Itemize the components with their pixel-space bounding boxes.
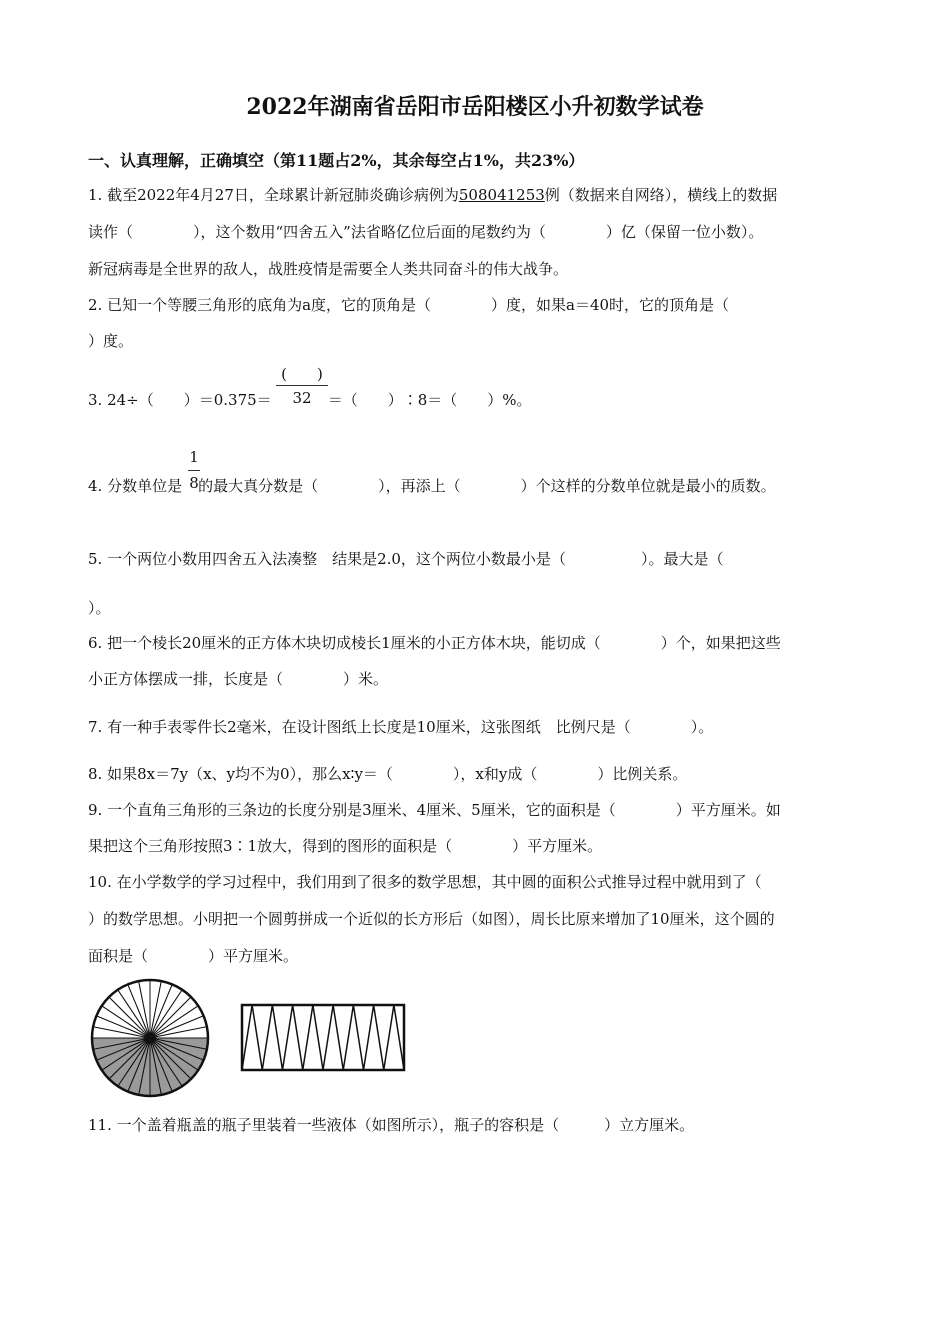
question-1-line-3: 新冠病毒是全世界的敌人，战胜疫情是需要全人类共同奋斗的伟大战争。 — [88, 260, 569, 278]
q4-fraction-numerator: 1 — [189, 448, 199, 466]
question-2-line-2: ）度。 — [88, 332, 134, 350]
page-title: 2022年湖南省岳阳市岳阳楼区小升初数学试卷 — [246, 94, 704, 120]
q4-fraction-bar — [188, 470, 200, 471]
question-9-line-1: 9. 一个直角三角形的三条边的长度分别是3厘米、4厘米、5厘米，它的面积是（ ）平方厘米。如 — [88, 801, 781, 819]
question-5-line-2: ）。 — [88, 599, 111, 617]
approximate-rectangle-figure — [238, 1002, 410, 1074]
question-10-line-3: 面积是（ ）平方厘米。 — [88, 947, 299, 965]
q4-text-a: 4. 分数单位是 — [88, 477, 183, 495]
question-7: 7. 有一种手表零件长2毫米，在设计图纸上长度是10厘米，这张图纸 比例尺是（ ）。 — [88, 718, 714, 736]
q1-text-a: 1. 截至2022年4月27日，全球累计新冠肺炎确诊病例为 — [88, 186, 459, 204]
question-6-line-2: 小正方体摆成一排，长度是（ ）米。 — [88, 670, 389, 688]
circle-sectors-figure — [88, 976, 212, 1100]
q3-fraction-numerator: ( ) — [281, 365, 323, 383]
question-5-line-1: 5. 一个两位小数用四舍五入法凑整 结果是2.0，这个两位小数最小是（ ）。最大是（ — [88, 550, 724, 568]
question-10-line-2: ）的数学思想。小明把一个圆剪拼成一个近似的长方形后（如图），周长比原来增加了10厘米，这个圆的 — [88, 910, 775, 928]
q4-fraction-denominator: 8 — [189, 474, 199, 492]
question-10-line-1: 10. 在小学数学的学习过程中，我们用到了很多的数学思想，其中圆的面积公式推导过程中就用到了（ — [88, 873, 762, 891]
section-heading: 一、认真理解，正确填空（第11题占2%，其余每空占1%，共23%） — [88, 151, 585, 170]
zigzag-line — [242, 1005, 404, 1070]
question-1-line-2: 读作（ ），这个数用“四舍五入”法省略亿位后面的尾数约为（ ）亿（保留一位小数）。 — [88, 223, 764, 241]
question-2-line-1: 2. 已知一个等腰三角形的底角为a度，它的顶角是（ ）度，如果a＝40时，它的顶角是（ — [88, 296, 730, 314]
rectangle-outline — [242, 1005, 404, 1070]
q1-underlined-number: 508041253 — [458, 186, 545, 204]
question-1-line-1 — [88, 184, 777, 205]
question-8: 8. 如果8x＝7y（x、y均不为0），那么x∶y＝（ ），x和y成（ ）比例关系。 — [88, 765, 688, 783]
q1-text-b: 例（数据来自网络），横线上的数据 — [544, 186, 778, 204]
question-11: 11. 一个盖着瓶盖的瓶子里装着一些液体（如图所示），瓶子的容积是（ ）立方厘米。 — [88, 1116, 695, 1134]
q4-text-b: 的最大真分数是（ ），再添上（ ）个这样的分数单位就是最小的质数。 — [198, 477, 776, 495]
question-6-line-1: 6. 把一个棱长20厘米的正方体木块切成棱长1厘米的小正方体木块，能切成（ ）个，如果把这些 — [88, 634, 781, 652]
q3-fraction-bar — [276, 385, 328, 386]
q3-fraction-denominator: 32 — [292, 389, 312, 407]
q3-text-b: ＝（ ）∶8＝（ ）%。 — [327, 391, 532, 409]
q3-text-a: 3. 24÷（ ）＝0.375＝ — [88, 391, 272, 409]
circle-center — [145, 1033, 155, 1043]
question-9-line-2: 果把这个三角形按照3∶1放大，得到的图形的面积是（ ）平方厘米。 — [88, 837, 603, 855]
